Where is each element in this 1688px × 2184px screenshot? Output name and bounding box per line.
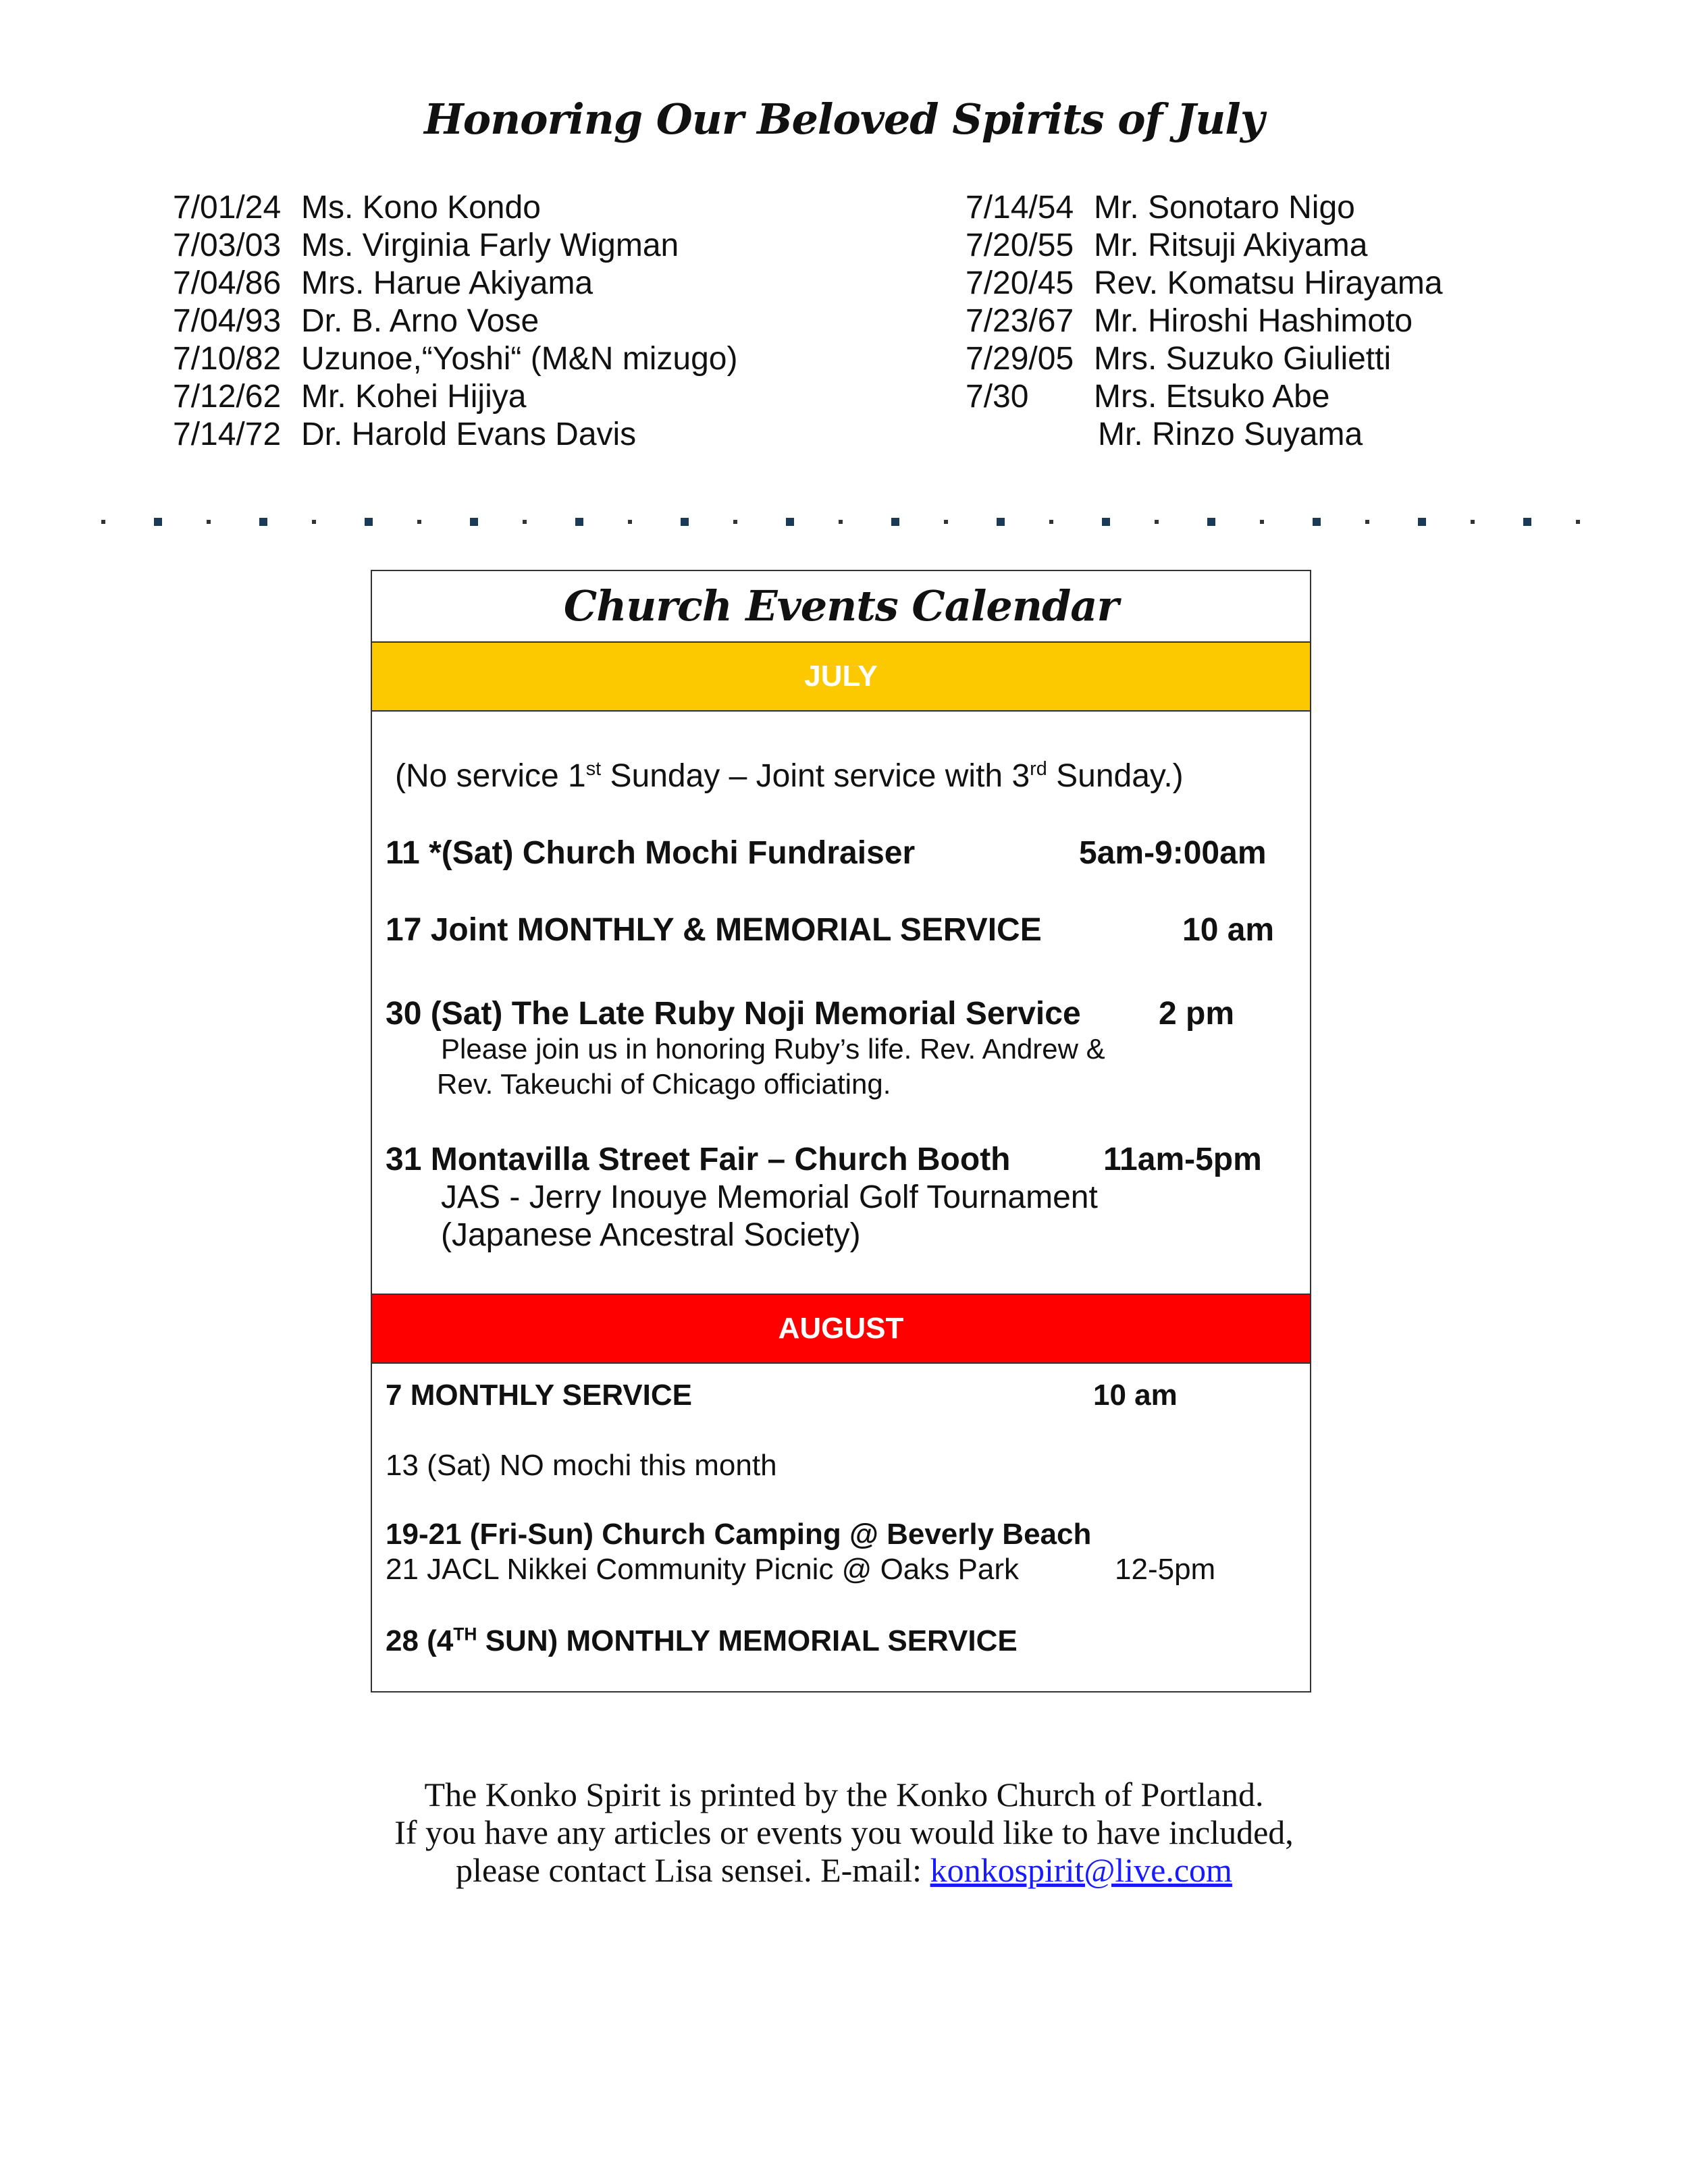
memorial-date: 7/14/54 xyxy=(966,190,1074,225)
divider-square xyxy=(681,518,689,526)
event-time: 10 am xyxy=(1182,912,1275,948)
memorial-entry xyxy=(173,227,737,265)
memorial-date: 7/04/93 xyxy=(173,303,282,339)
event-detail: Please join us in honoring Ruby’s life. Rev. Andrew & xyxy=(441,1033,1105,1065)
divider-square xyxy=(997,518,1005,526)
memorial-name: Mr. Sonotaro Nigo xyxy=(1094,190,1355,225)
memorial-name: Mr. Ritsuji Akiyama xyxy=(1094,228,1368,263)
memorial-entry xyxy=(173,378,737,416)
month-header-august: AUGUST xyxy=(372,1294,1310,1364)
memorial-name: Dr. Harold Evans Davis xyxy=(301,417,637,452)
divider-square xyxy=(1102,518,1110,526)
events-calendar xyxy=(371,570,1311,1693)
event-item: 31 Montavilla Street Fair – Church Booth xyxy=(386,1142,1011,1177)
calendar-title: Church Events Calendar xyxy=(372,571,1310,643)
memorial-date: 7/29/05 xyxy=(966,341,1074,377)
dotted-divider xyxy=(101,517,1600,525)
event-item: 28 (4TH SUN) MONTHLY MEMORIAL SERVICE xyxy=(386,1624,1018,1657)
memorial-name: Mrs. Suzuko Giulietti xyxy=(1094,341,1392,377)
memorial-name: Dr. B. Arno Vose xyxy=(301,303,539,339)
memorial-date: 7/30 xyxy=(966,379,1029,415)
divider-square xyxy=(1523,518,1531,526)
memorial-date: 7/14/72 xyxy=(173,417,282,452)
event-item: 13 (Sat) NO mochi this month xyxy=(386,1449,777,1482)
event-time: 11am-5pm xyxy=(1103,1142,1262,1177)
memorial-entry xyxy=(966,378,1443,416)
event-detail: (Japanese Ancestral Society) xyxy=(441,1217,861,1253)
memorial-list-right xyxy=(966,189,1443,454)
divider-square xyxy=(365,518,373,526)
event-item: 21 JACL Nikkei Community Picnic @ Oaks Park xyxy=(386,1553,1019,1586)
divider-dot xyxy=(1471,520,1475,524)
memorial-name: Ms. Virginia Farly Wigman xyxy=(301,228,679,263)
memorial-entry xyxy=(966,265,1443,302)
memorial-entry xyxy=(173,302,737,340)
event-time: 5am-9:00am xyxy=(1079,835,1267,871)
memorial-date: 7/23/67 xyxy=(966,303,1074,339)
divider-square xyxy=(259,518,267,526)
august-events xyxy=(372,1364,1310,1695)
july-note: (No service 1st Sunday – Joint service with 3rd Sunday.) xyxy=(395,758,1184,794)
email-link[interactable]: konkospirit@live.com xyxy=(930,1851,1232,1889)
memorial-entry xyxy=(173,416,737,454)
memorial-entry xyxy=(173,265,737,302)
footer-line: please contact Lisa sensei. E-mail: konkospirit@live.com xyxy=(456,1851,1232,1889)
memorial-name: Mr. Hiroshi Hashimoto xyxy=(1094,303,1413,339)
memorial-date: 7/03/03 xyxy=(173,228,282,263)
memorial-entry xyxy=(966,189,1443,227)
memorial-name: Mr. Rinzo Suyama xyxy=(1098,417,1363,452)
divider-dot xyxy=(1260,520,1264,524)
divider-dot xyxy=(101,520,105,524)
divider-dot xyxy=(1365,520,1369,524)
memorial-entry xyxy=(173,189,737,227)
divider-square xyxy=(1207,518,1215,526)
memorial-date: 7/20/45 xyxy=(966,265,1074,301)
memorial-name: Uzunoe,“Yoshi“ (M&N mizugo) xyxy=(301,341,738,377)
footer xyxy=(0,1776,1688,1889)
footer-line: If you have any articles or events you would like to have included, xyxy=(394,1813,1294,1851)
divider-dot xyxy=(312,520,316,524)
divider-dot xyxy=(944,520,948,524)
memorial-date: 7/10/82 xyxy=(173,341,282,377)
event-item: 11 *(Sat) Church Mochi Fundraiser xyxy=(386,835,916,871)
memorial-title: Honoring Our Beloved Spirits of July xyxy=(424,95,1264,144)
event-time: 2 pm xyxy=(1159,996,1235,1032)
divider-dot xyxy=(733,520,737,524)
memorial-name: Mrs. Harue Akiyama xyxy=(301,265,594,301)
divider-square xyxy=(1418,518,1426,526)
divider-dot xyxy=(417,520,421,524)
divider-dot xyxy=(628,520,632,524)
memorial-date: 7/01/24 xyxy=(173,190,282,225)
event-time: 12-5pm xyxy=(1115,1553,1216,1586)
divider-dot xyxy=(1155,520,1159,524)
divider-dot xyxy=(523,520,527,524)
memorial-entry xyxy=(966,416,1443,454)
month-header-july: JULY xyxy=(372,643,1310,712)
divider-square xyxy=(575,518,583,526)
memorial-name: Mr. Kohei Hijiya xyxy=(301,379,527,415)
memorial-date: 7/12/62 xyxy=(173,379,282,415)
divider-square xyxy=(154,518,162,526)
divider-square xyxy=(891,518,899,526)
memorial-date: 7/20/55 xyxy=(966,228,1074,263)
memorial-date: 7/04/86 xyxy=(173,265,282,301)
divider-square xyxy=(1313,518,1321,526)
memorial-entry xyxy=(173,340,737,378)
footer-line: The Konko Spirit is printed by the Konko Church of Portland. xyxy=(424,1776,1264,1813)
divider-dot xyxy=(1576,520,1580,524)
july-events xyxy=(372,712,1310,1294)
event-item: 17 Joint MONTHLY & MEMORIAL SERVICE xyxy=(386,912,1042,948)
divider-dot xyxy=(839,520,843,524)
memorial-list-left xyxy=(173,189,737,454)
memorial-entry xyxy=(966,340,1443,378)
event-item: 7 MONTHLY SERVICE xyxy=(386,1379,692,1412)
divider-dot xyxy=(1049,520,1053,524)
event-item: 30 (Sat) The Late Ruby Noji Memorial Service xyxy=(386,996,1081,1032)
event-time: 10 am xyxy=(1093,1379,1178,1412)
event-detail: Rev. Takeuchi of Chicago officiating. xyxy=(437,1068,891,1100)
memorial-name: Mrs. Etsuko Abe xyxy=(1094,379,1330,415)
divider-square xyxy=(786,518,794,526)
divider-dot xyxy=(207,520,211,524)
event-item: 19-21 (Fri-Sun) Church Camping @ Beverly Beach xyxy=(386,1518,1092,1551)
memorial-name: Ms. Kono Kondo xyxy=(301,190,541,225)
event-detail: JAS - Jerry Inouye Memorial Golf Tournament xyxy=(441,1179,1098,1215)
memorial-entry xyxy=(966,227,1443,265)
divider-square xyxy=(470,518,478,526)
memorial-entry xyxy=(966,302,1443,340)
memorial-name: Rev. Komatsu Hirayama xyxy=(1094,265,1443,301)
